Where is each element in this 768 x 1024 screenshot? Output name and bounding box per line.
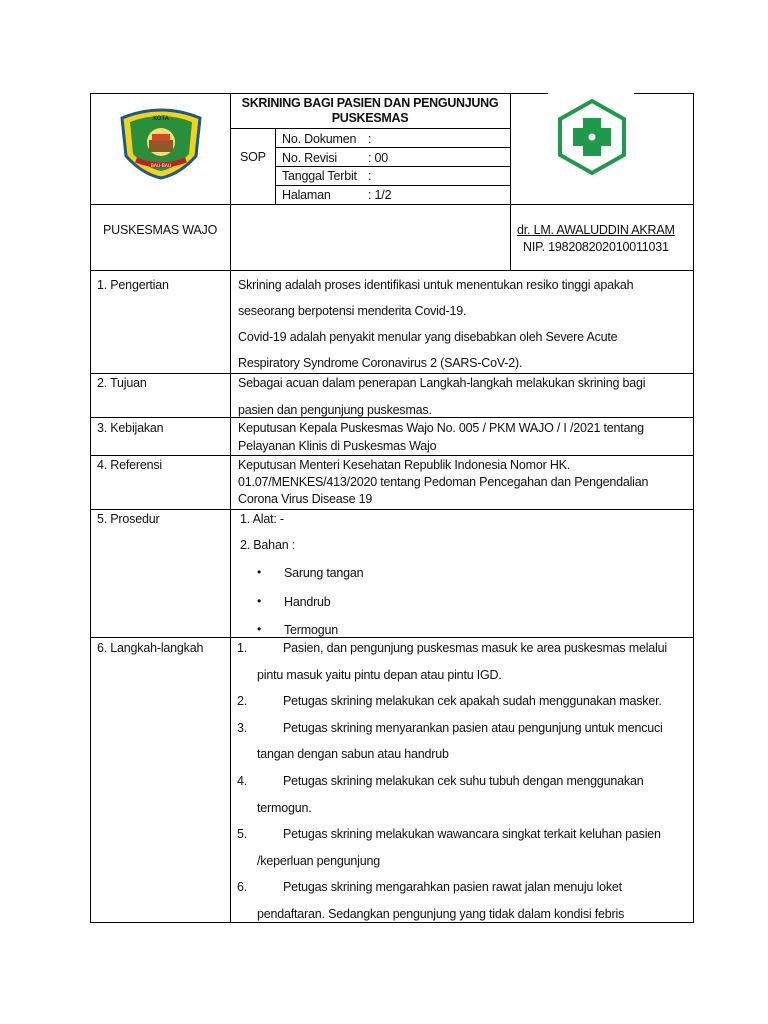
- meta-label-halaman: Halaman: [282, 188, 331, 202]
- meta-label-no-dokumen: No. Dokumen: [282, 132, 357, 146]
- document-title-line1: SKRINING BAGI PASIEN DAN PENGUNJUNG: [241, 96, 499, 110]
- referensi-line-3: Corona Virus Disease 19: [238, 492, 373, 506]
- table-border-right: [693, 93, 694, 923]
- tujuan-line-2: pasien dan pengunjung puskesmas.: [238, 403, 432, 417]
- step-2-line-1: Petugas skrining melakukan cek apakah sudah menggunakan masker.: [283, 694, 662, 708]
- label-kebijakan: 3. Kebijakan: [97, 421, 164, 435]
- header-bottom-border: [90, 204, 694, 205]
- step-number: 6.: [237, 880, 248, 894]
- pengertian-line-3: Covid-19 adalah penyakit menular yang disebabkan oleh Severe Acute: [238, 330, 618, 344]
- step-5-line-1: Petugas skrining melakukan wawancara singkat terkait keluhan pasien: [283, 827, 661, 841]
- signer-nip: NIP. 198208202010011031: [523, 240, 669, 254]
- pengertian-line-4: Respiratory Syndrome Coronavirus 2 (SARS-CoV-2).: [238, 356, 523, 370]
- step-5-line-2: /keperluan pengunjung: [257, 854, 380, 868]
- meta-label-no-revisi: No. Revisi: [282, 151, 337, 165]
- meta-row-border-1: [275, 147, 510, 148]
- title-row-border: [230, 128, 510, 129]
- step-number: 1.: [237, 641, 248, 655]
- logo-border-gap: [548, 90, 634, 96]
- meta-row-border-3: [275, 185, 510, 186]
- referensi-line-2: 01.07/MENKES/413/2020 tentang Pedoman Pencegahan dan Pengendalian: [238, 475, 649, 489]
- step-number: 5.: [237, 827, 248, 841]
- meta-label-tanggal-terbit: Tanggal Terbit: [282, 169, 357, 183]
- kebijakan-line-1: Keputusan Kepala Puskesmas Wajo No. 005 / PKM WAJO / I /2021 tentang: [238, 421, 644, 435]
- step-1-line-2: pintu masuk yaitu pintu depan atau pintu IGD.: [257, 668, 502, 682]
- prosedur-item-bahan: 2. Bahan :: [240, 538, 295, 552]
- bullet-dot: •: [257, 594, 262, 608]
- label-prosedur: 5. Prosedur: [97, 512, 160, 526]
- step-3-line-1: Petugas skrining menyarankan pasien atau pengunjung untuk mencuci: [283, 721, 663, 735]
- label-tujuan: 2. Tujuan: [97, 376, 147, 390]
- sop-label: SOP: [240, 150, 266, 164]
- meta-value-tanggal-terbit: :: [368, 169, 372, 183]
- bahan-handrub: Handrub: [284, 595, 331, 609]
- document-title: [232, 96, 508, 126]
- label-langkah: 6. Langkah-langkah: [97, 641, 204, 655]
- row-border-5: [90, 509, 694, 510]
- prosedur-item-alat: 1. Alat: -: [240, 512, 284, 526]
- kebijakan-line-2: Pelayanan Klinis di Puskesmas Wajo: [238, 439, 437, 453]
- step-number: 4.: [237, 774, 248, 788]
- tujuan-line-1: Sebagai acuan dalam penerapan Langkah-langkah melakukan skrining bagi: [238, 376, 646, 390]
- label-referensi: 4. Referensi: [97, 458, 162, 472]
- row-border-4: [90, 455, 694, 456]
- document-title-line2: PUSKESMAS: [331, 111, 409, 125]
- referensi-line-1: Keputusan Menteri Kesehatan Republik Indonesia Nomor HK.: [238, 458, 571, 472]
- bahan-termogun: Termogun: [284, 623, 338, 637]
- table-border-bottom: [90, 922, 694, 923]
- bullet-dot: •: [257, 622, 262, 636]
- pengertian-line-2: seseorang berpotensi menderita Covid-19.: [238, 304, 467, 318]
- column-divider-left: [230, 93, 231, 923]
- step-6-line-1: Petugas skrining mengarahkan pasien rawat jalan menuju loket: [283, 880, 622, 894]
- column-divider-right: [510, 93, 511, 270]
- meta-value-no-dokumen: :: [368, 132, 372, 146]
- step-6-line-2: pendaftaran. Sedangkan pengunjung yang tidak dalam kondisi febris: [257, 907, 625, 921]
- table-border-left: [90, 93, 91, 923]
- kota-baubau-emblem-icon: [116, 104, 206, 180]
- step-4-line-2: termogun.: [257, 801, 312, 815]
- org-name: PUSKESMAS WAJO: [103, 223, 218, 237]
- emblem-bottom-text: BAU-BAU: [150, 164, 172, 169]
- step-4-line-1: Petugas skrining melakukan cek suhu tubuh dengan menggunakan: [283, 774, 644, 788]
- row-border-6: [90, 637, 694, 638]
- step-number: 2.: [237, 694, 248, 708]
- step-3-line-2: tangan dengan sabun atau handrub: [257, 747, 449, 761]
- meta-row-border-2: [275, 166, 510, 167]
- signer-name: dr. LM. AWALUDDIN AKRAM: [517, 223, 675, 237]
- emblem-top-text: KOTA: [153, 115, 169, 122]
- row-border-2: [90, 373, 694, 374]
- row-border-3: [90, 417, 694, 418]
- step-number: 3.: [237, 721, 248, 735]
- pengertian-line-1: Skrining adalah proses identifikasi untuk menentukan resiko tinggi apakah: [238, 278, 634, 292]
- bullet-dot: •: [257, 565, 262, 579]
- puskesmas-cross-logo-icon: [556, 98, 628, 176]
- bahan-sarung-tangan: Sarung tangan: [284, 566, 364, 580]
- row-border-1: [90, 270, 694, 271]
- label-pengertian: 1. Pengertian: [97, 278, 169, 292]
- meta-value-halaman: : 1/2: [368, 188, 392, 202]
- meta-value-no-revisi: : 00: [368, 151, 389, 165]
- step-1-line-1: Pasien, dan pengunjung puskesmas masuk ke area puskesmas melalui: [283, 641, 667, 655]
